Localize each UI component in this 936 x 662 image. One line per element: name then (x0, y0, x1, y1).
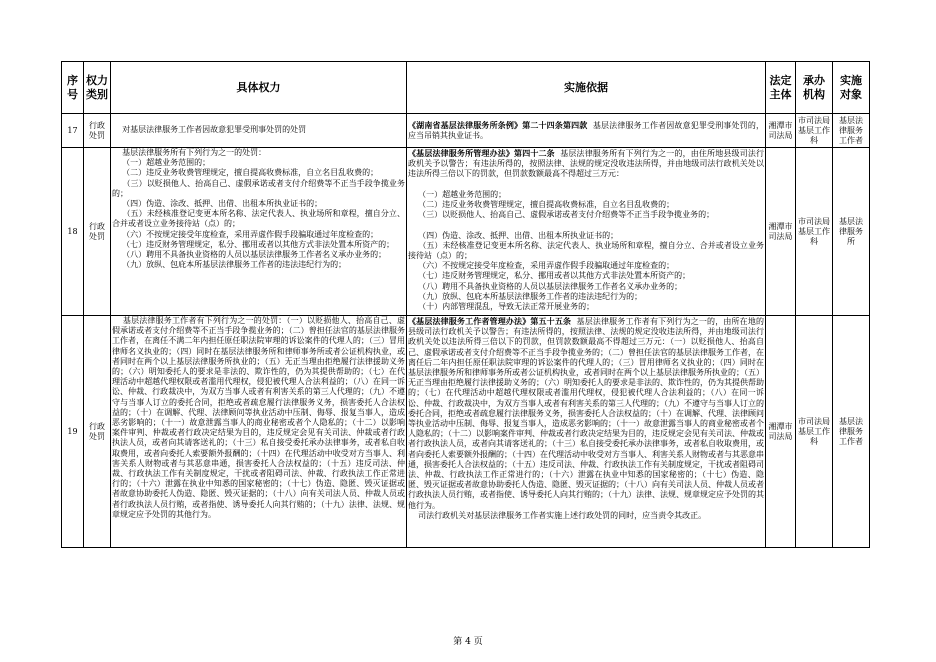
row-subject: 湘潭市 司法局 (766, 114, 796, 148)
basis-title: 《湖南省基层法律服务所条例》第二十四条第四款 (408, 119, 588, 130)
row-category: 行政 处罚 (84, 316, 111, 548)
power-text: 基层法律服务所有下列行为之一的处罚： （一）超越业务范围的； （二）违反业务收费管理规定，擅自提高收费标准，自立名目乱收费的； （三）以贬损他人、抬高自己、虚假承诺或者支付介绍费等不正当手段争揽业务的； （四）伪造、涂改、抵押、出借、出租本所执业证书的； （五）未经核准登记变更本所名称、法定代表人、执业场所和章程，擅自分立、合并或者设立业务接待站（点）的； （六）不按规定接受年度检查，采用弄虚作假手段骗取通过年度检查的； （七）违反财务管理规定，私分、挪用或者以其他方式非法处置本所资产的； （八）聘用不具备执业资格的人员以基层法律服务工作者名义承办业务的； （九）放纵、包庇本所基层法律服务工作者的违法违纪行为的； (112, 148, 405, 270)
row-target: 基层法 律服务 工作者 (833, 316, 870, 548)
row-target: 基层法 律服务 所 (833, 148, 870, 316)
header-power: 具体权力 (111, 62, 407, 114)
basis-content (408, 316, 764, 546)
row-subject: 湘潭市 司法局 (766, 316, 796, 548)
row-agency: 市司法局 基层工作 科 (796, 114, 833, 148)
row-seq: 18 (62, 148, 84, 316)
row-basis (407, 148, 766, 316)
basis-text: 基层法律服务工作者有下列行为之一的，由所在地的县级司法行政机关予以警告；有违法所得的，按照法律、法规的规定没收违法所得，并由地级司法行政机关处以违法所得三倍以下的罚款，但罚款数额最高不得超过三万元：（一）以贬损他人、抬高自己、虚假承诺或者支付介绍费等不正当手段争揽业务的；（二）曾担任法官的基层法律服务工作者，在离任后二年内担任原任职法院审理的诉讼案件的代理人的；（三）冒用律师名义执业的；（四）同时在基层法律服务所和律师事务所或者公证机构执业，或者同时在两个以上基层法律服务所执业的；（五）无正当理由拒绝履行法律援助义务的；（六）明知委托人的要求是非法的、欺诈性的，仍为其提供帮助的；（七）在代理活动中超越代理权限或者滥用代理权，侵犯被代理人合法利益的；（八）在同一诉讼、仲裁、行政裁决中，为双方当事人或者有利害关系的第三人代理的；（九）不遵守与当事人订立的委托合同，拒绝或者疏怠履行法律服务义务，损害委托人合法权益的；（十）在调解、代理、法律顾问等执业活动中压制、侮辱、报复当事人，造成恶劣影响的；（十一）故意泄露当事人的商业秘密或者个人隐私的；（十二）以影响案件审判、仲裁或者行政决定结果为目的，违反规定会见有关司法、仲裁或者行政执法人员，或者向其请客送礼的；（十三）私自接受委托承办法律事务，或者私自收取费用，或者向委托人索要额外报酬的；（十四）在代理活动中收受对方当事人、利害关系人财物或者与其恶意串通，损害委托人合法权益的；（十五）违反司法、仲裁、行政执法工作有关制度规定，干扰或者阻碍司法、仲裁、行政执法工作正常进行的；（十六）泄露在执业中知悉的国家秘密的；（十七）伪造、隐匿、毁灭证据或者故意协助委托人伪造、隐匿、毁灭证据的；（十八）向有关司法人员、仲裁人员或者行政执法人员行贿，或者指使、诱导委托人向其行贿的；（十九）法律、法规、规章规定应予处罚的其他行为。 司法行政机关对基层法律服务工作者实施上述行政处罚的同时，应当责令其改正。 (408, 317, 764, 520)
header-category: 权力 类别 (84, 62, 111, 114)
header-target: 实施 对象 (833, 62, 870, 114)
row-seq: 17 (62, 114, 84, 148)
header-agency: 承办 机构 (796, 62, 833, 114)
row-seq: 19 (62, 316, 84, 548)
header-basis: 实施依据 (407, 62, 766, 114)
table-row (62, 148, 870, 316)
basis-text: 基层法律服务工作者因故意犯罪受刑事处罚的，应当吊销其执业证书。 (408, 120, 764, 140)
row-category: 行政 处罚 (84, 148, 111, 316)
header-seq: 序 号 (62, 62, 84, 114)
basis-text: 基层法律服务所有下列行为之一的，由住所地县级司法行政机关予以警告；有违法所得的，按照法律、法规的规定没收违法所得，并由地级司法行政机关处以违法所得三倍以下的罚款，但罚款数额最高不得超过三万元： （一）超越业务范围的； （二）违反业务收费管理规定，擅自提高收费标准，自立名目乱收费的； （三）以贬损他人、抬高自己、虚假承诺或者支付介绍费等不正当手段争揽业务的； （四）伪造、涂改、抵押、出借、出租本所执业证书的； （五）未经核准登记变更本所名称、法定代表人、执业场所和章程，擅自分立、合并或者设立业务接待站（点）的； （六）不按规定接受年度检查，采用弄虚作假手段骗取通过年度检查的； （七）违反财务管理规定，私分、挪用或者以其他方式非法处置本所资产的； （八）聘用不具备执业资格的人员以基层法律服务工作者名义承办业务的； （九）放纵、包庇本所基层法律服务工作者的违法违纪行为的； （十）内部管理混乱，导致无法正常开展业务的； (408, 149, 764, 312)
basis-title: 《基层法律服务所管理办法》第四十二条 (408, 148, 555, 158)
row-basis (407, 316, 766, 548)
row-category: 行政 处罚 (84, 114, 111, 148)
row-target: 基层法 律服务 工作者 (833, 114, 870, 148)
row-agency: 市司法局 基层工作 科 (796, 148, 833, 316)
row-power (111, 148, 407, 316)
page-number: 第 4 页 (453, 637, 483, 647)
header-subject: 法定 主体 (766, 62, 796, 114)
header-row (62, 62, 870, 114)
table-row (62, 114, 870, 148)
basis-content (408, 148, 764, 314)
table-row (62, 316, 870, 548)
row-agency: 市司法局 基层工作 科 (796, 316, 833, 548)
row-power (111, 316, 407, 548)
power-list-table (61, 61, 870, 548)
basis-title: 《基层法律服务工作者管理办法》第五十五条 (408, 316, 572, 326)
row-basis (407, 114, 766, 148)
power-text: 基层法律服务工作者有下列行为之一的处罚：（一）以贬损他人、抬高自己、虚假承诺或者支付介绍费等不正当手段争揽业务的；（二）曾担任法官的基层法律服务工作者，在离任不满二年内担任原任职法院审理的诉讼案件的代理人的；（三）冒用律师名义执业的；（四）同时在基层法律服务所和律师事务所或者公证机构执业，或者同时在两个以上基层法律服务所执业的；（五）无正当理由拒绝履行法律援助义务的；（六）明知委托人的要求是非法的、欺诈性的，仍为其提供帮助的；（七）在代理活动中超越代理权限或者滥用代理权，侵犯被代理人合法利益的；（八）在同一诉讼、仲裁、行政裁决中，为双方当事人或者有利害关系的第三人代理的；（九）不遵守与当事人订立的委托合同，拒绝或者疏怠履行法律服务义务，损害委托人合法权益的；（十）在调解、代理、法律顾问等执业活动中压制、侮辱、报复当事人，造成恶劣影响的；（十一）故意泄露当事人的商业秘密或者个人隐私的；（十二）以影响案件审判、仲裁或者行政决定结果为目的，违反规定会见有关司法、仲裁或者行政执法人员，或者向其请客送礼的；（十三）私自接受委托承办法律事务，或者私自收取费用，或者向委托人索要额外报酬的；（十四）在代理活动中收受对方当事人、利害关系人财物或者与其恶意串通，损害委托人合法权益的；（十五）违反司法、仲裁、行政执法工作有关制度规定，干扰或者阻碍司法、仲裁、行政执法工作正常进行的；（十六）泄露在执业中知悉的国家秘密的；（十七）伪造、隐匿、毁灭证据或者故意协助委托人伪造、隐匿、毁灭证据的；（十八）向有关司法人员、仲裁人员或者行政执法人员行贿，或者指使、诱导委托人向其行贿的；（十九）法律、法规、规章规定应予处罚的其他行为。 (112, 316, 405, 519)
row-power: 对基层法律服务工作者因故意犯罪受刑事处罚的处罚 (111, 114, 407, 148)
row-subject: 湘潭市 司法局 (766, 148, 796, 316)
